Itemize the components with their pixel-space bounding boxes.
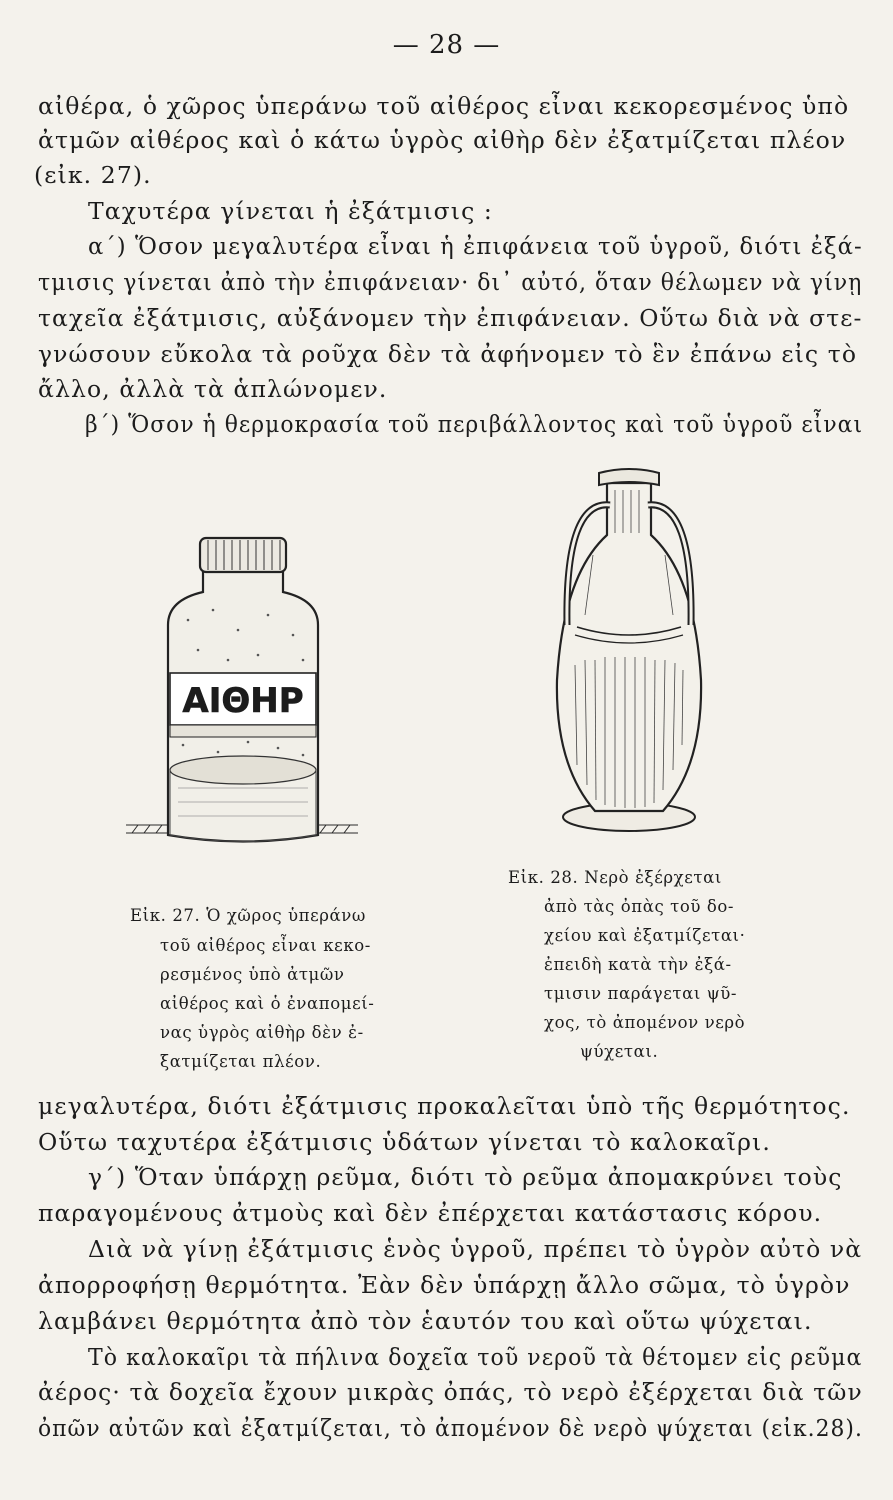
text-line: ἄλλο, ἀλλὰ τὰ ἁπλώνομεν. xyxy=(38,375,388,403)
text-line: μεγαλυτέρα, διότι ἐξάτμισις προκαλεῖται ὑπὸ τῆς θερμότητος. xyxy=(38,1092,851,1120)
ether-bottle-illustration xyxy=(118,530,368,865)
clay-jar-illustration xyxy=(555,465,705,845)
text-line: (εἰκ. 27). xyxy=(34,161,152,189)
text-line: τμισις γίνεται ἀπὸ τὴν ἐπιφάνειαν· δι᾽ αὐτό, ὅταν θέλωμεν νὰ γίνῃ xyxy=(38,268,863,296)
text-line: α΄) Ὅσον μεγαλυτέρα εἶναι ἡ ἐπιφάνεια τοῦ ὑγροῦ, διότι ἐξά- xyxy=(88,232,863,260)
figure27-caption-line: ξατμίζεται πλέον. xyxy=(160,1052,322,1071)
figure27-caption-line: τοῦ αἰθέρος εἶναι κεκο- xyxy=(160,936,371,955)
figure27-caption-line: ρεσμένος ὑπὸ ἀτμῶν xyxy=(160,965,345,984)
figure28-caption-line: χείου καὶ ἐξατμίζεται· xyxy=(544,926,746,945)
text-line: Τὸ καλοκαῖρι τὰ πήλινα δοχεῖα τοῦ νεροῦ τὰ θέτομεν εἰς ρεῦμα xyxy=(88,1343,863,1371)
figure27-caption-line: νας ὑγρὸς αἰθὴρ δὲν ἐ- xyxy=(160,1023,364,1042)
figure28-caption-line: Εἰκ. 28. Νερὸ ἐξέρχεται xyxy=(508,868,722,887)
text-line: ἀέρος· τὰ δοχεῖα ἔχουν μικρὰς ὀπάς, τὸ νερὸ ἐξέρχεται διὰ τῶν xyxy=(38,1378,863,1406)
text-line: ἀπορροφήσῃ θερμότητα. Ἐὰν δὲν ὑπάρχῃ ἄλλο σῶμα, τὸ ὑγρὸν xyxy=(38,1271,851,1299)
text-line: Ταχυτέρα γίνεται ἡ ἐξάτμισις : xyxy=(88,197,493,225)
bottle-label: ΑΙΘΗΡ xyxy=(182,681,304,721)
text-line: ταχεῖα ἐξάτμισις, αὐξάνομεν τὴν ἐπιφάνειαν. Οὕτω διὰ νὰ στε- xyxy=(38,304,863,332)
figure28-caption-line: ψύχεται. xyxy=(580,1042,659,1061)
page-number: — 28 — xyxy=(392,30,501,60)
text-line: β΄) Ὅσον ἡ θερμοκρασία τοῦ περιβάλλοντος καὶ τοῦ ὑγροῦ εἶναι xyxy=(85,410,864,438)
text-line: παραγομένους ἀτμοὺς καὶ δὲν ἐπέρχεται κατάστασις κόρου. xyxy=(38,1199,823,1227)
text-line: Διὰ νὰ γίνῃ ἐξάτμισις ἑνὸς ὑγροῦ, πρέπει τὸ ὑγρὸν αὐτὸ νὰ xyxy=(88,1235,863,1263)
text-line: ἀτμῶν αἰθέρος καὶ ὁ κάτω ὑγρὸς αἰθὴρ δὲν ἐξατμίζεται πλέον xyxy=(38,126,847,154)
text-line: Οὕτω ταχυτέρα ἐξάτμισις ὑδάτων γίνεται τὸ καλοκαῖρι. xyxy=(38,1128,771,1156)
text-line: ὀπῶν αὐτῶν καὶ ἐξατμίζεται, τὸ ἀπομένον δὲ νερὸ ψύχεται (εἰκ.28). xyxy=(38,1414,863,1442)
figure28-caption-line: τμισιν παράγεται ψῦ- xyxy=(544,984,738,1003)
text-line: λαμβάνει θερμότητα ἀπὸ τὸν ἑαυτόν του καὶ οὕτω ψύχεται. xyxy=(38,1307,813,1335)
text-line: αἰθέρα, ὁ χῶρος ὑπεράνω τοῦ αἰθέρος εἶναι κεκορεσμένος ὑπὸ xyxy=(38,92,850,120)
text-line: γνώσουν εὔκολα τὰ ροῦχα δὲν τὰ ἀφήνομεν τὸ ἓν ἐπάνω εἰς τὸ xyxy=(38,340,858,368)
figure27-caption-line: Εἰκ. 27. Ὁ χῶρος ὑπεράνω xyxy=(130,906,366,925)
figure27-caption-line: αἰθέρος καὶ ὁ ἐναπομεί- xyxy=(160,994,375,1013)
figure28-caption-line: ἀπὸ τὰς ὀπὰς τοῦ δο- xyxy=(544,897,735,916)
text-line: γ΄) Ὅταν ὑπάρχῃ ρεῦμα, διότι τὸ ρεῦμα ἀπομακρύνει τοὺς xyxy=(88,1163,843,1191)
figure28-caption-line: χος, τὸ ἀπομένον νερὸ xyxy=(544,1013,746,1032)
figure28-caption-line: ἐπειδὴ κατὰ τὴν ἐξά- xyxy=(544,955,732,974)
